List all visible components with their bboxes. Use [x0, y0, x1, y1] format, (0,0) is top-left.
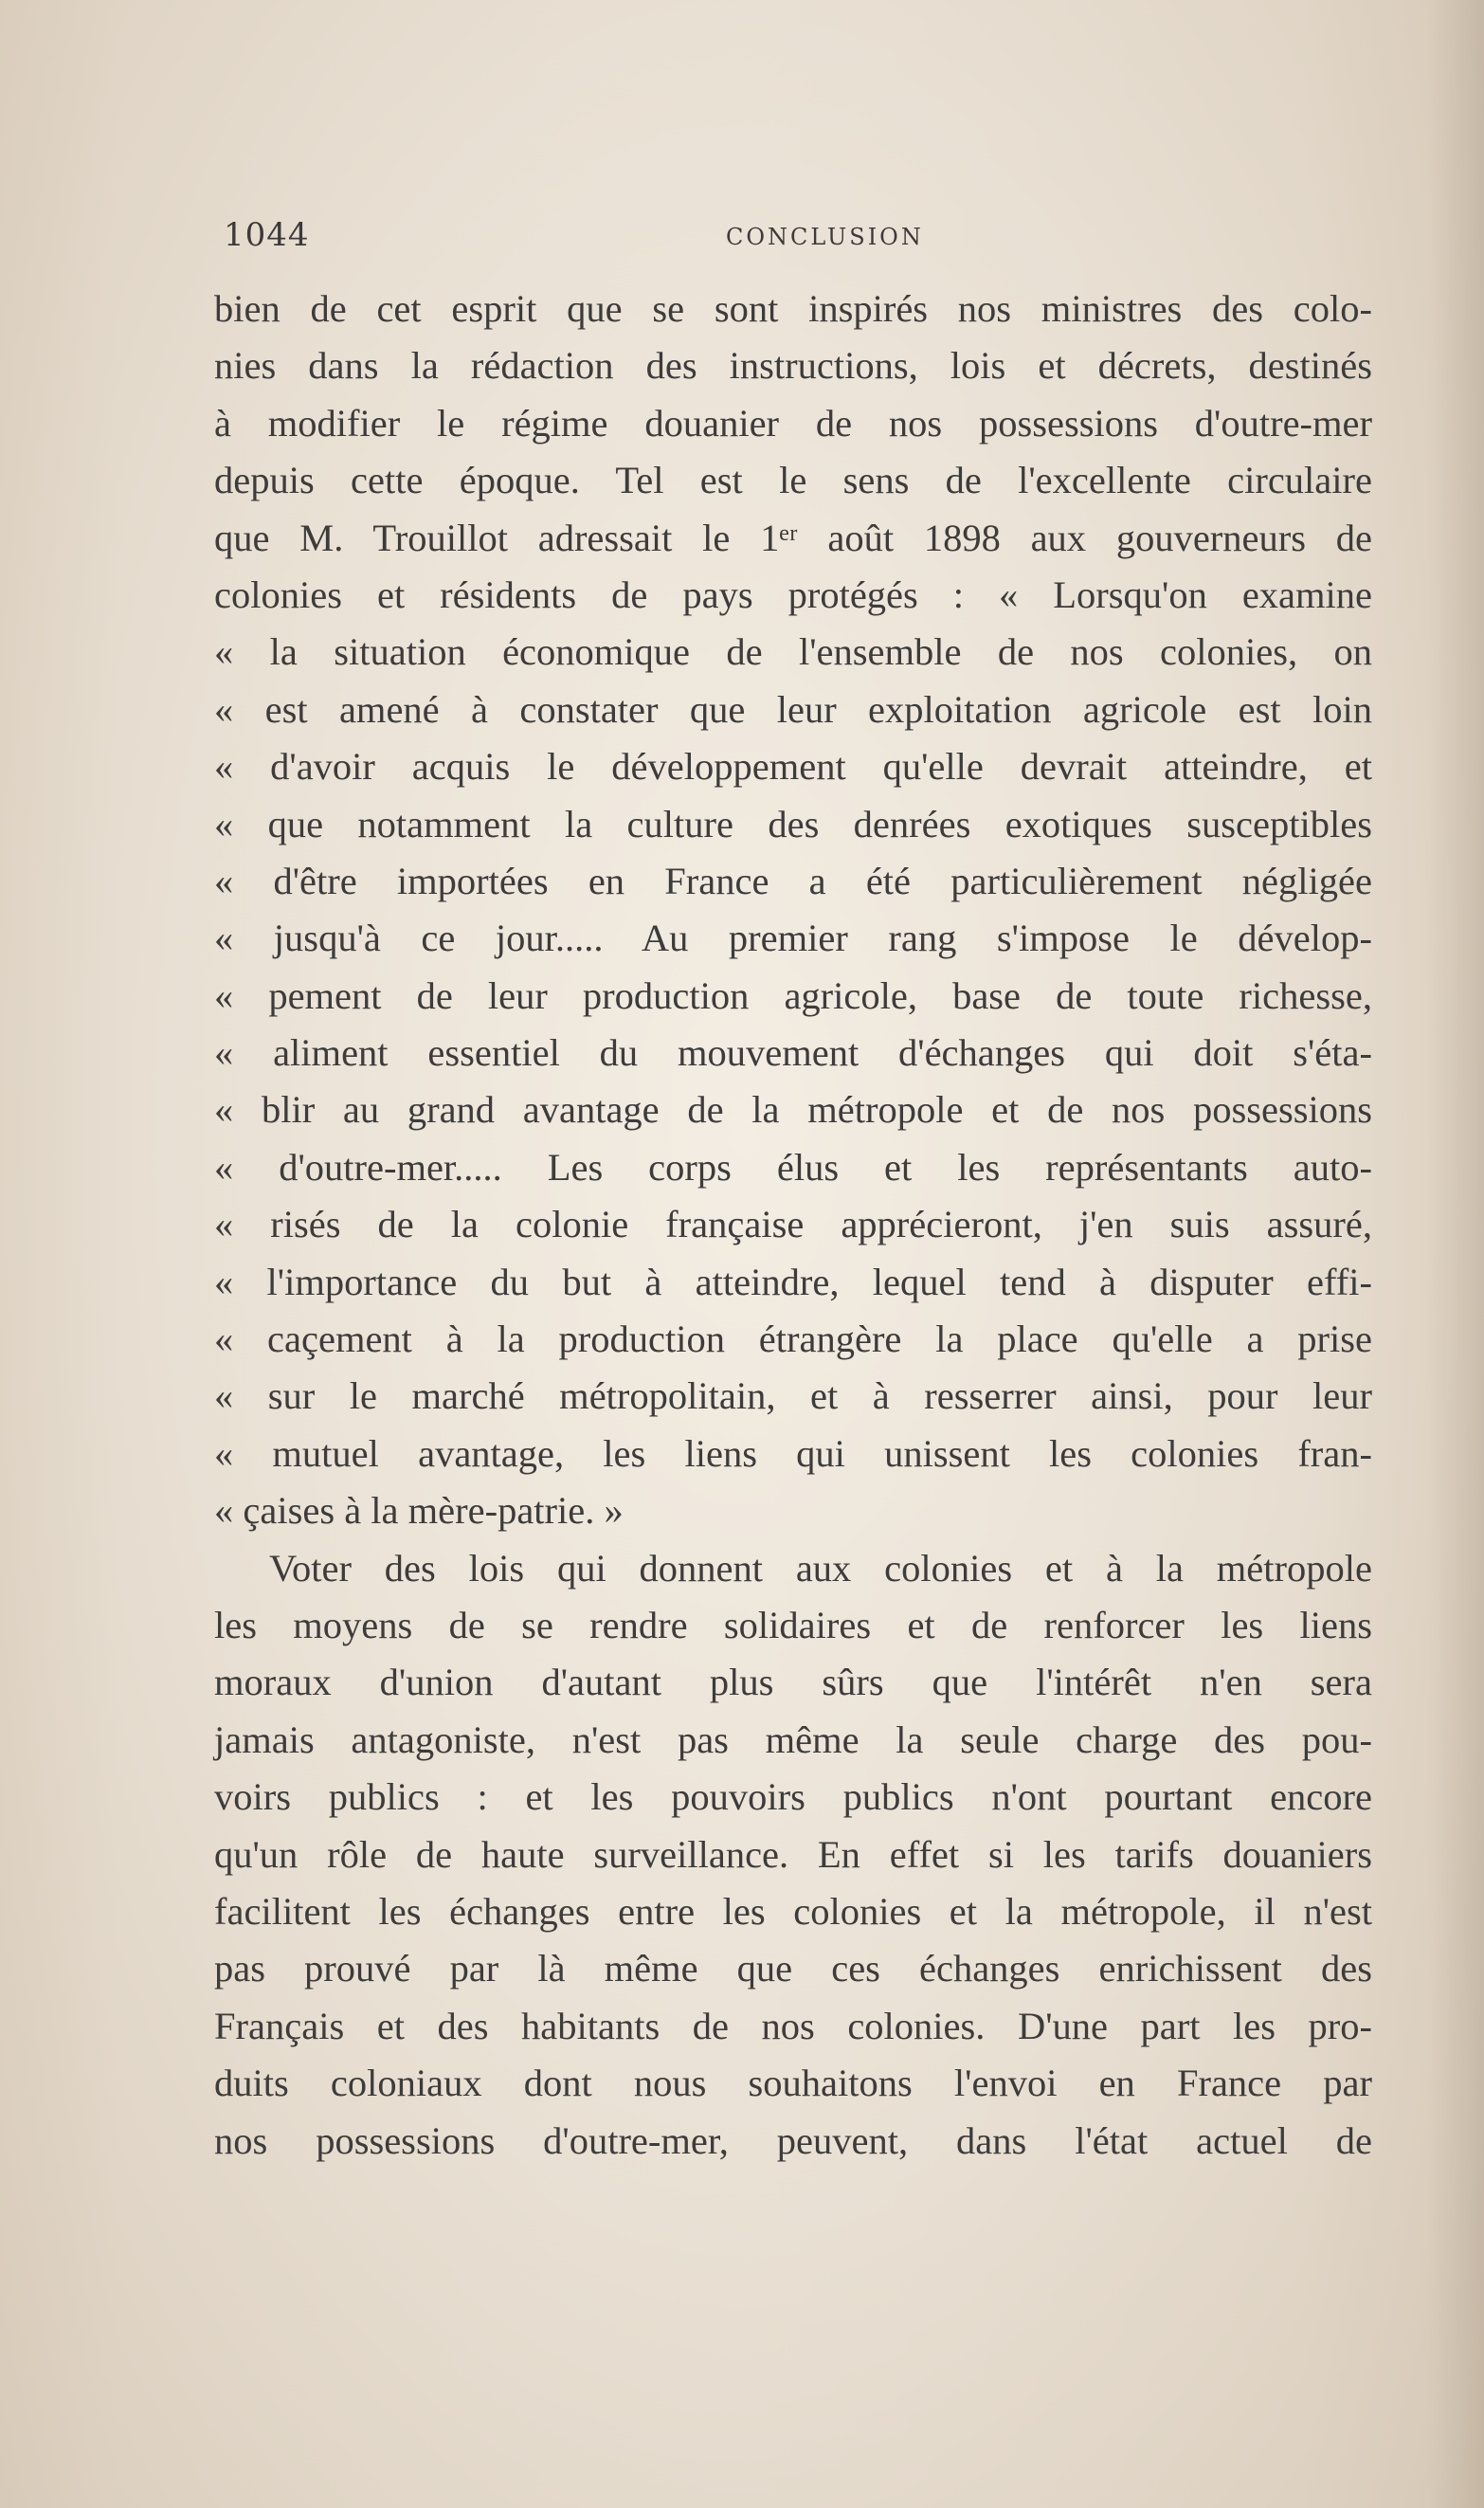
quote-line: « mutuel avantage, les liens qui unissent les colonies fran-	[214, 1431, 1372, 1475]
quote-line: « que notamment la culture des denrées exotiques susceptibles	[214, 802, 1372, 845]
text-line: voirs publics : et les pouvoirs publics n'ont pourtant encore	[214, 1775, 1372, 1819]
quote-line: « jusqu'à ce jour..... Au premier rang s'impose le dévelop-	[214, 917, 1372, 960]
page-header	[224, 216, 1380, 264]
text-line: colonies et résidents de pays protégés : « Lorsqu'on examine	[214, 572, 1372, 616]
text-line: nos possessions d'outre-mer, peuvent, dans l'état actuel de	[214, 2118, 1372, 2162]
quote-line: « risés de la colonie française apprécieront, j'en suis assuré,	[214, 1203, 1372, 1246]
text-line: facilitent les échanges entre les colonies et la métropole, il n'est	[214, 1889, 1372, 1933]
text-line: qu'un rôle de haute surveillance. En effet si les tarifs douaniers	[214, 1832, 1372, 1876]
text-line: jamais antagoniste, n'est pas même la seule charge des pou-	[214, 1717, 1372, 1761]
quote-line: « d'être importées en France a été particulièrement négligée	[214, 859, 1372, 902]
text-line: Français et des habitants de nos colonies. D'une part les pro-	[214, 2004, 1372, 2047]
text-line: bien de cet esprit que se sont inspirés nos ministres des colo-	[214, 287, 1372, 330]
quote-line: « d'outre-mer..... Les corps élus et les représentants auto-	[214, 1145, 1372, 1189]
quote-line: « sur le marché métropolitain, et à resserrer ainsi, pour leur	[214, 1374, 1372, 1418]
quote-line: « caçement à la production étrangère la place qu'elle a prise	[214, 1318, 1372, 1361]
text-line: moraux d'union d'autant plus sûrs que l'intérêt n'en sera	[214, 1661, 1372, 1704]
quote-line: « pement de leur production agricole, base de toute richesse,	[214, 973, 1372, 1017]
quote-line: « çaises à la mère-patrie. »	[214, 1489, 624, 1533]
text-line: pas prouvé par là même que ces échanges enrichissent des	[214, 1947, 1372, 1990]
running-head: CONCLUSION	[726, 224, 924, 250]
quote-line: « blir au grand avantage de la métropole et de nos possessions	[214, 1088, 1372, 1132]
quote-line: « l'importance du but à atteindre, lequel tend à disputer effi-	[214, 1260, 1372, 1303]
quote-line: « aliment essentiel du mouvement d'échanges qui doit s'éta-	[214, 1031, 1372, 1075]
page-edge-shadow	[1427, 0, 1484, 2508]
quote-line: « d'avoir acquis le développement qu'elle devrait atteindre, et	[214, 745, 1372, 789]
body-text	[214, 281, 1372, 2170]
page-number: 1044	[224, 216, 310, 254]
text-line: duits coloniaux dont nous souhaitons l'envoi en France par	[214, 2062, 1372, 2105]
text-line: depuis cette époque. Tel est le sens de l'excellente circulaire	[214, 459, 1372, 502]
text-line: les moyens de se rendre solidaires et de renforcer les liens	[214, 1603, 1372, 1646]
paragraph-start-line: Voter des lois qui donnent aux colonies et à la métropole	[269, 1546, 1372, 1590]
text-line: à modifier le régime douanier de nos possessions d'outre-mer	[214, 401, 1372, 445]
quote-line: « la situation économique de l'ensemble de nos colonies, on	[214, 630, 1372, 674]
text-line: que M. Trouillot adressait le 1ᵉʳ août 1898 aux gouverneurs de	[214, 516, 1372, 559]
quote-line: « est amené à constater que leur exploitation agricole est loin	[214, 687, 1372, 731]
text-line: nies dans la rédaction des instructions, lois et décrets, destinés	[214, 344, 1372, 388]
